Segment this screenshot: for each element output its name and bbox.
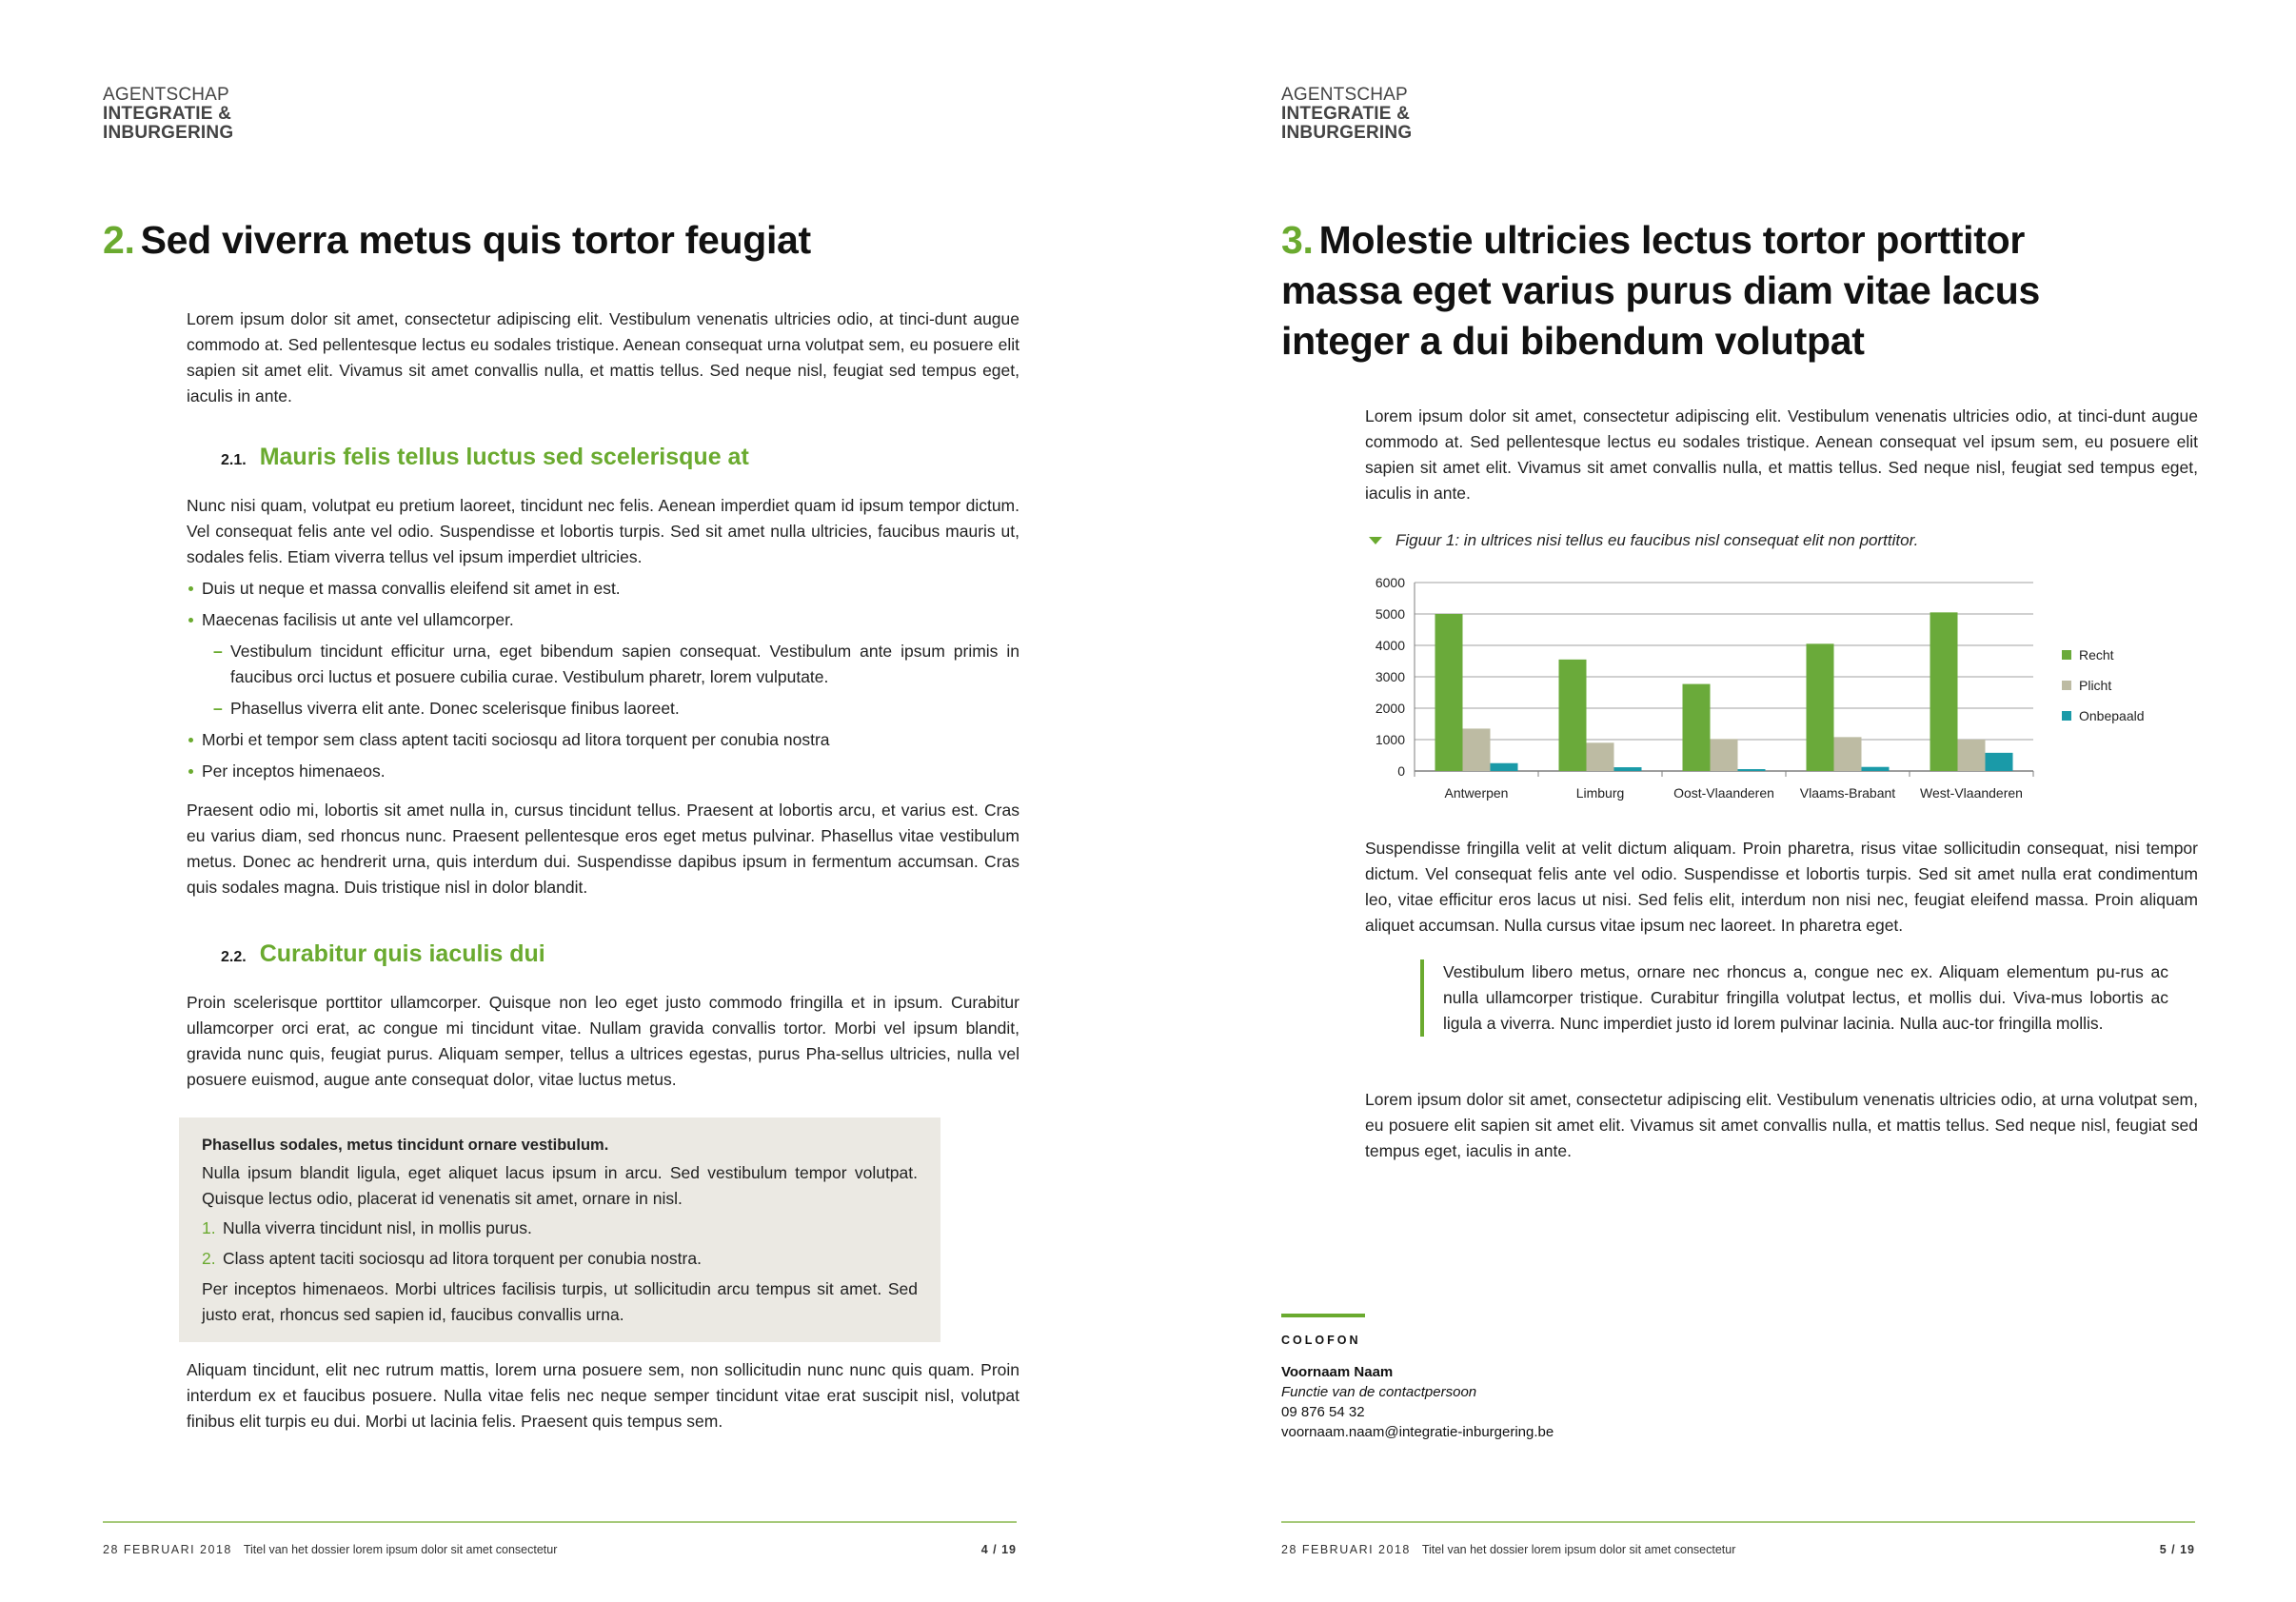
logo-line-3: INBURGERING xyxy=(103,123,234,143)
section-heading-2-1 xyxy=(221,444,749,471)
numbered-list xyxy=(202,1216,918,1272)
caret-down-icon xyxy=(1369,537,1382,544)
footer-title: Titel van het dossier lorem ipsum dolor sit amet consectetur xyxy=(243,1543,558,1556)
page-number: 5 / 19 xyxy=(2159,1543,2195,1556)
footer-date: 28 FEBRUARI 2018 xyxy=(103,1543,232,1556)
block-quote: Vestibulum libero metus, ornare nec rhoncus a, congue nec ex. Aliquam elementum pu-rus ac nulla ullamcorper tristique. Curabitur fringilla volutpat lectus, et mollis dui. Viva-mus lobortis ac ligula a viverra. Nunc imperdiet justo id lorem pulvinar lacinia. Nulla auc-tor fringilla mollis. xyxy=(1420,959,2168,1037)
bar-plicht xyxy=(1834,737,1862,771)
bar-recht xyxy=(1435,614,1463,771)
bar-plicht xyxy=(1958,740,1986,771)
logo-line-2: INTEGRATIE & xyxy=(1281,104,1411,124)
item-text: Nulla viverra tincidunt nisl, in mollis purus. xyxy=(223,1218,532,1237)
list-item-text: Per inceptos himenaeos. xyxy=(202,761,386,781)
page-footer xyxy=(103,1543,1017,1556)
footer-date: 28 FEBRUARI 2018 xyxy=(1281,1543,1411,1556)
bar-recht xyxy=(1807,643,1834,771)
page-right xyxy=(1148,0,2296,1602)
figure-caption xyxy=(1369,531,1918,550)
contact-role: Functie van de contactpersoon xyxy=(1281,1384,1477,1400)
y-axis-labels xyxy=(1376,575,1405,779)
list-item-text: Morbi et tempor sem class aptent taciti sociosqu ad litora torquent per conubia nostra xyxy=(202,730,830,749)
info-box xyxy=(179,1117,940,1342)
logo-line-3: INBURGERING xyxy=(1281,123,1413,143)
x-axis-labels xyxy=(1445,785,2023,801)
chapter-title-line-3: integer a dui bibendum volutpat xyxy=(1281,319,1865,363)
bar-plicht xyxy=(1587,742,1614,771)
list-item-text: Duis ut neque et massa convallis eleifend sit amet in est. xyxy=(202,579,621,598)
legend-swatch xyxy=(2062,681,2071,690)
paragraph: Aliquam tincidunt, elit nec rutrum mattis, lorem urna posuere sem, non sollicitudin nunc nunc quis quam. Proin interdum ex et faucibus posuere. Nulla vitae felis nec neque semper tincidunt vitae erat suscipit nisl, volutpat finibus elit turpis eu dui. Morbi ut lacinia felis. Praesent quis tempus sem. xyxy=(187,1360,1019,1431)
sub-item-text: Vestibulum tincidunt efficitur urna, eget bibendum sapien consequat. Vestibulum ante ipsum primis in faucibus orci luctus et posuere cubilia curae. Vestibulum pharetr, lorem vulputate. xyxy=(230,642,1019,686)
paragraph: Proin scelerisque porttitor ullamcorper. Quisque non leo eget justo commodo fringilla et in ipsum. Curabitur ullamcorper orci erat, ac congue mi tincidunt vitae. Nullam gravida convallis tortor. Morbi vel ipsum blandit, gravida nunc quis, feugiat purus. Aliquam semper, tellus a ultrices egestas, purus Pha-sellus ultricies, nulla vel posuere euismod, augue ante consequat dolor, vitae luctus metus. xyxy=(187,993,1019,1089)
y-tick-label: 0 xyxy=(1397,763,1405,779)
contact-email: voornaam.naam@integratie-inburgering.be xyxy=(1281,1424,1554,1440)
dash-icon: – xyxy=(213,642,223,661)
numbered-item xyxy=(202,1246,918,1272)
sub-list-item xyxy=(202,696,1019,722)
section-number: 2.1. xyxy=(221,452,247,468)
bar-plicht xyxy=(1711,739,1738,771)
bar-onbepaald xyxy=(1614,767,1642,771)
legend-swatch xyxy=(2062,650,2071,660)
colofon xyxy=(1281,1331,1554,1442)
contact-phone: 09 876 54 32 xyxy=(1281,1404,1365,1420)
item-text: Class aptent taciti sociosqu ad litora torquent per conubia nostra. xyxy=(223,1249,702,1268)
section-body xyxy=(187,493,1019,900)
agency-logo xyxy=(1281,86,1412,143)
numbered-item xyxy=(202,1216,918,1241)
bar-onbepaald xyxy=(1738,769,1766,771)
box-title: Phasellus sodales, metus tincidunt ornare vestibulum. xyxy=(202,1137,609,1154)
footer-divider xyxy=(1281,1521,2195,1523)
bullet-icon xyxy=(188,769,193,774)
y-tick-label: 1000 xyxy=(1375,732,1405,747)
chapter-number: 3. xyxy=(1281,218,1314,262)
list-item xyxy=(187,727,1019,753)
page-number: 4 / 19 xyxy=(980,1543,1017,1556)
colofon-accent-bar xyxy=(1281,1314,1365,1317)
bar-plicht xyxy=(1463,728,1491,771)
section-title: Mauris felis tellus luctus sed scelerisque at xyxy=(259,444,749,470)
chapter-title: Sed viverra metus quis tortor feugiat xyxy=(140,218,811,262)
dash-icon: – xyxy=(213,699,223,718)
bullet-icon xyxy=(188,618,193,623)
section-number: 2.2. xyxy=(221,949,247,965)
y-tick-label: 3000 xyxy=(1375,669,1405,684)
section-title: Curabitur quis iaculis dui xyxy=(259,940,545,967)
list-item xyxy=(187,759,1019,784)
y-tick-label: 2000 xyxy=(1375,701,1405,716)
logo-line-1: AGENTSCHAP xyxy=(103,85,229,105)
colofon-title: COLOFON xyxy=(1281,1334,1361,1347)
footer-title: Titel van het dossier lorem ipsum dolor sit amet consectetur xyxy=(1421,1543,1736,1556)
item-number: 2. xyxy=(202,1249,216,1268)
chapter-number: 2. xyxy=(103,218,135,262)
paragraph: Praesent odio mi, lobortis sit amet nulla in, cursus tincidunt tellus. Praesent at lobortis arcu, et varius est. Cras eu varius diam, sed rhoncus nunc. Praesent pellentesque eros eget metus pulvinar. Phasellus vitae vestibulum metus. Donec ac hendrerit urna, quis interdum dui. Suspendisse dapibus ipsum in fermentum accumsan. Cras quis sodales magna. Duis tristique nisl in dolor blandit. xyxy=(187,801,1019,897)
chart-legend xyxy=(2062,647,2145,723)
paragraph: Nunc nisi quam, volutpat eu pretium laoreet, tincidunt nec felis. Aenean imperdiet quam id ipsum tempor dictum. Vel consequat felis ante vel odio. Suspendisse et lobortis turpis. Sed sit amet nulla ultricies, faucibus mauris ut, sodales felis. Etiam viverra tellus vel ipsum imperdiet ultricies. xyxy=(187,496,1019,566)
paragraph: Lorem ipsum dolor sit amet, consectetur adipiscing elit. Vestibulum venenatis ultricies odio, at urna volutpat sem, eu posuere elit sapien sit amet elit. Vivamus sit amet convallis nulla, et mattis tellus. Sed neque nisl, feugiat sed tempus eget, iaculis in ante. xyxy=(1365,1090,2198,1160)
list-item xyxy=(187,576,1019,602)
x-tick-label: Limburg xyxy=(1575,785,1625,801)
legend-label: Onbepaald xyxy=(2079,708,2145,723)
bar-chart xyxy=(1357,571,2195,819)
x-tick-label: Vlaams-Brabant xyxy=(1799,785,1896,801)
x-tick-label: West-Vlaanderen xyxy=(1920,785,2023,801)
list-item-text: Maecenas facilisis ut ante vel ullamcorper. xyxy=(202,610,514,629)
bullet-icon xyxy=(188,586,193,591)
legend-swatch xyxy=(2062,711,2071,721)
intro-paragraph: Lorem ipsum dolor sit amet, consectetur adipiscing elit. Vestibulum venenatis ultricies odio, at tinci-dunt augue commodo at. Sed pellentesque lectus eu sodales tristique. Aenean consequat vel ipsum sem, eu posuere elit sapien sit amet elit. Vivamus sit amet convallis nulla, et mattis tellus. Sed neque nisl, feugiat sed tempus eget, iaculis in ante. xyxy=(1365,406,2198,503)
page-footer xyxy=(1281,1543,2195,1556)
bar-recht xyxy=(1559,660,1587,771)
chapter-heading xyxy=(103,215,811,266)
chart-bars xyxy=(1435,612,2013,771)
sub-item-text: Phasellus viverra elit ante. Donec scelerisque finibus laoreet. xyxy=(230,699,680,718)
sub-list xyxy=(202,639,1019,722)
list-item xyxy=(187,607,1019,722)
item-number: 1. xyxy=(202,1218,216,1237)
bar-recht xyxy=(1930,612,1958,771)
agency-logo xyxy=(103,86,233,143)
sub-list-item xyxy=(202,639,1019,690)
y-tick-label: 6000 xyxy=(1375,575,1405,590)
contact-name: Voornaam Naam xyxy=(1281,1364,1394,1380)
chapter-title-line-2: massa eget varius purus diam vitae lacus xyxy=(1281,268,2040,312)
bullet-list xyxy=(187,576,1019,784)
x-tick-label: Antwerpen xyxy=(1444,785,1509,801)
section-heading-2-2 xyxy=(221,940,545,968)
logo-line-2: INTEGRATIE & xyxy=(103,104,232,124)
legend-label: Recht xyxy=(2079,647,2114,663)
y-tick-label: 5000 xyxy=(1375,606,1405,622)
chapter-title-line-1: Molestie ultricies lectus tortor porttitor xyxy=(1318,218,2026,262)
chapter-heading xyxy=(1281,215,2040,366)
box-text: Nulla ipsum blandit ligula, eget aliquet lacus ipsum in arcu. Sed vestibulum tempor volutpat. Quisque lectus odio, placerat id venenatis sit amet, ornare in nisl. xyxy=(202,1163,918,1208)
y-tick-label: 4000 xyxy=(1375,638,1405,653)
logo-line-1: AGENTSCHAP xyxy=(1281,85,1408,105)
intro-paragraph: Lorem ipsum dolor sit amet, consectetur adipiscing elit. Vestibulum venenatis ultricies odio, at tinci-dunt augue commodo at. Sed pellentesque lectus eu sodales tristique. Aenean consequat urna volutpat sem, eu posuere elit sapien sit amet elit. Vivamus sit amet convallis nulla, et mattis tellus. Sed neque nisl, feugiat sed tempus eget, iaculis in ante. xyxy=(187,309,1019,405)
bar-onbepaald xyxy=(1491,763,1518,771)
figure-caption-text: Figuur 1: in ultrices nisi tellus eu faucibus nisl consequat elit non porttitor. xyxy=(1395,531,1919,549)
bar-onbepaald xyxy=(1862,767,1890,771)
paragraph: Suspendisse fringilla velit at velit dictum aliquam. Proin pharetra, risus vitae sollicitudin consequat, nisi tempor dictum. Vel consequat felis ante vel odio. Suspendisse et lobortis turpis. Sed sit amet nulla erat condimentum leo, vitae efficitur eros lacus ut nisi. Sed felis elit, interdum non nisi nec, feugiat eleifend massa. Proin aliquam aliquet accumsan. Nulla cursus vitae ipsum nec laoreet. In pharetra eget. xyxy=(1365,839,2198,935)
bullet-icon xyxy=(188,738,193,742)
bar-recht xyxy=(1683,684,1711,771)
box-text: Per inceptos himenaeos. Morbi ultrices facilisis turpis, ut sollicitudin arcu tempus sit amet. Sed justo erat, rhoncus sed sapien id, faucibus convallis urna. xyxy=(202,1279,918,1324)
bar-onbepaald xyxy=(1986,753,2013,771)
x-tick-label: Oost-Vlaanderen xyxy=(1673,785,1774,801)
footer-divider xyxy=(103,1521,1017,1523)
legend-label: Plicht xyxy=(2079,678,2112,693)
